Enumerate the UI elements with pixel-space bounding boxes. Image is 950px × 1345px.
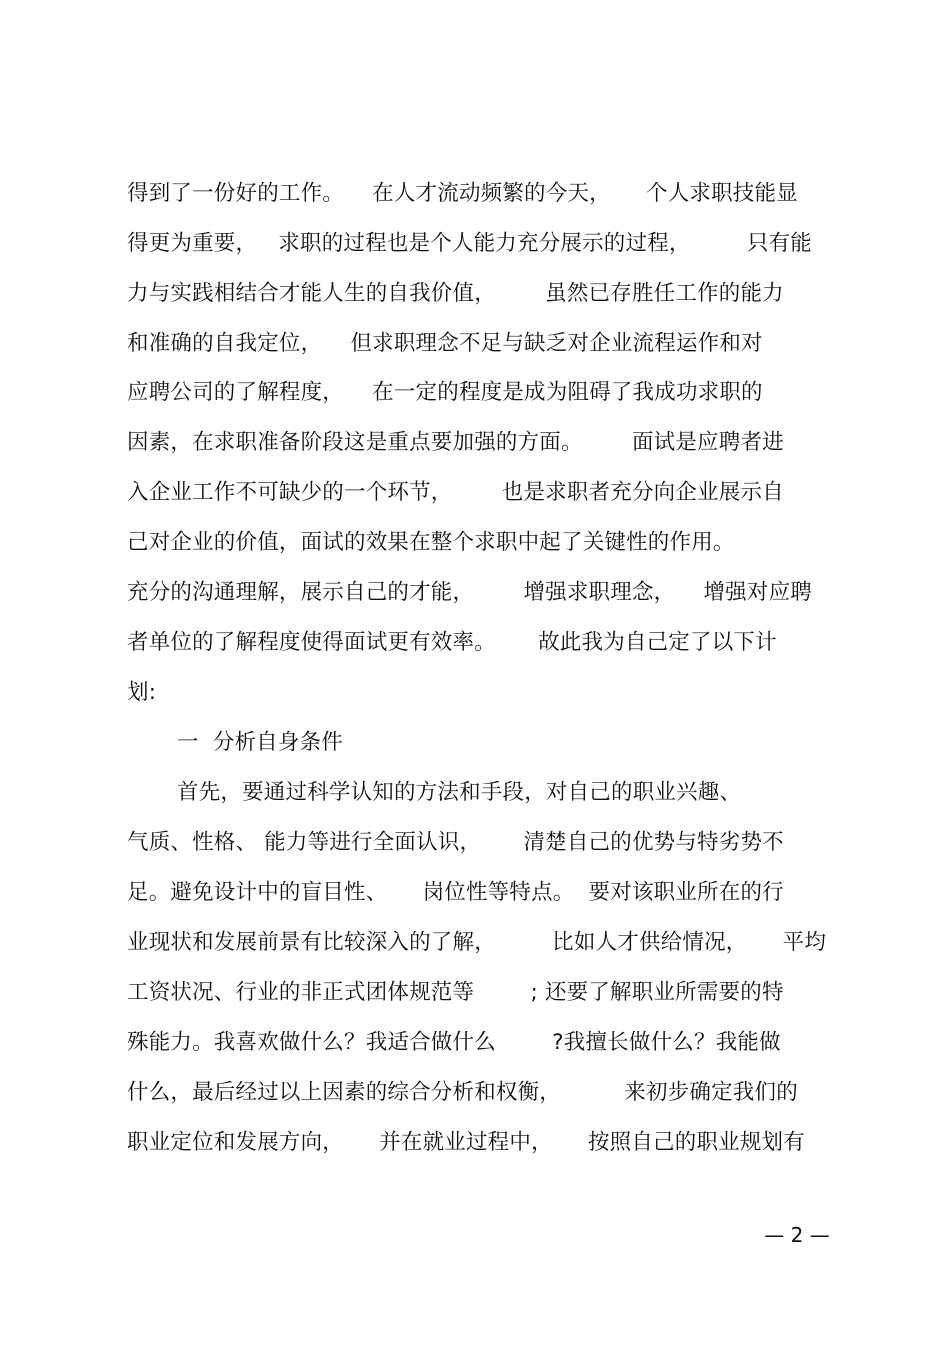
text-line: 得到了一份好的工作。 在人才流动频繁的今天， 个人求职技能显 xyxy=(127,181,798,206)
text-line: 气质、性格、 能力等进行全面认识， 清楚自己的优势与特劣势不 xyxy=(127,830,784,855)
text-line: 什么，最后经过以上因素的综合分析和权衡， 来初步确定我们的 xyxy=(127,1080,798,1105)
text-line: 和准确的自我定位， 但求职理念不足与缺乏对企业流程运作和对 xyxy=(127,331,763,356)
text-line: 己对企业的价值，面试的效果在整个求职中起了关键性的作用。 xyxy=(127,530,735,555)
text-line: 足。避免设计中的盲目性、 岗位性等特点。 要对该职业所在的行 xyxy=(127,880,784,905)
text-line: 划: xyxy=(127,680,157,705)
text-line: 职业定位和发展方向， 并在就业过程中， 按照自己的职业规划有 xyxy=(127,1130,805,1155)
text-line: 充分的沟通理解，展示自己的才能， 增强求职理念， 增强对应聘 xyxy=(127,580,812,605)
text-line: 入企业工作不可缺少的一个环节， 也是求职者充分向企业展示自 xyxy=(127,480,784,505)
text-line: 工资状况、行业的非正式团体规范等 ; 还要了解职业所需要的特 xyxy=(127,980,784,1005)
text-line: 得更为重要， 求职的过程也是个人能力充分展示的过程， 只有能 xyxy=(127,231,812,256)
text-line: 业现状和发展前景有比较深入的了解， 比如人才供给情况， 平均 xyxy=(127,930,827,955)
section-heading: 一 分析自身条件 xyxy=(177,730,343,755)
text-line: 因素，在求职准备阶段这是重点要加强的方面。 面试是应聘者进 xyxy=(127,430,784,455)
text-line: 殊能力。我喜欢做什么？我适合做什么 ?我擅长做什么？我能做 xyxy=(127,1030,781,1055)
text-line: 应聘公司的了解程度， 在一定的程度是成为阻碍了我成功求职的 xyxy=(127,380,763,405)
text-line: 力与实践相结合才能人生的自我价值， 虽然已存胜任工作的能力 xyxy=(127,281,784,306)
paragraph-first-line: 首先，要通过科学认知的方法和手段，对自己的职业兴趣、 xyxy=(177,780,742,805)
text-line: 者单位的了解程度使得面试更有效率。 故此我为自己定了以下计 xyxy=(127,630,777,655)
page-number: — 2 — xyxy=(764,1223,830,1247)
